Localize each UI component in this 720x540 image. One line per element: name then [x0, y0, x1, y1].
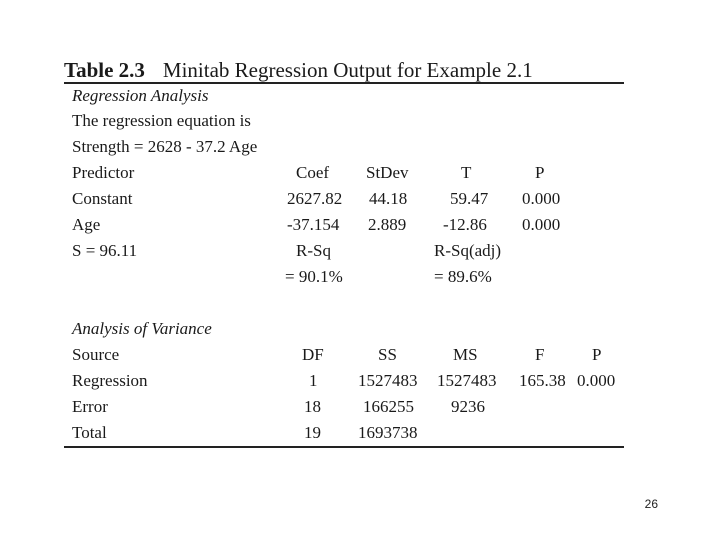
anova-header-ss: SS [378, 345, 397, 364]
coef-row-p: 0.000 [522, 189, 561, 208]
anova-row-df: 19 [304, 423, 321, 442]
coef-row-t: -12.86 [443, 215, 487, 234]
header-stdev: StDev [366, 163, 409, 182]
rsq-value: = 90.1% [285, 267, 343, 286]
anova-header-ms: MS [453, 345, 478, 364]
regression-heading: Regression Analysis [72, 86, 209, 105]
header-coef: Coef [296, 163, 330, 182]
bottom-rule [64, 446, 624, 448]
anova-row-df: 18 [304, 397, 321, 416]
anova-header-p: P [592, 345, 602, 364]
table-caption: Minitab Regression Output for Example 2.1 [162, 58, 533, 82]
coef-row-predictor: Constant [72, 189, 133, 208]
coef-row-stdev: 44.18 [369, 189, 408, 208]
rsq-label: R-Sq [296, 241, 331, 260]
anova-header-f: F [535, 345, 545, 364]
regression-intro: The regression equation is [72, 111, 251, 130]
rsq-adj-label: R-Sq(adj) [434, 241, 502, 260]
page-number: 26 [644, 497, 658, 511]
top-rule [64, 82, 624, 84]
anova-row-source: Regression [72, 371, 148, 390]
s-value: S = 96.11 [72, 241, 138, 260]
anova-row-source: Error [72, 397, 108, 416]
anova-row-ms: 9236 [451, 397, 485, 416]
anova-header-df: DF [302, 345, 324, 364]
anova-header-source: Source [72, 345, 120, 364]
anova-heading: Analysis of Variance [72, 319, 212, 338]
anova-row-source: Total [72, 423, 107, 442]
coef-row-coef: -37.154 [287, 215, 340, 234]
coef-row-coef: 2627.82 [287, 189, 343, 208]
anova-row-df: 1 [309, 371, 318, 390]
anova-row-ss: 1693738 [358, 423, 418, 442]
rsq-adj-value: = 89.6% [434, 267, 492, 286]
table-label: Table 2.3 [64, 58, 145, 82]
anova-row-ms: 1527483 [437, 371, 497, 390]
table-title [64, 58, 533, 83]
header-p: P [535, 163, 545, 182]
anova-row-ss: 1527483 [358, 371, 418, 390]
anova-row-p: 0.000 [577, 371, 616, 390]
coef-row-stdev: 2.889 [368, 215, 407, 234]
header-predictor: Predictor [72, 163, 135, 182]
coef-row-t: 59.47 [450, 189, 489, 208]
coef-row-p: 0.000 [522, 215, 561, 234]
header-t: T [461, 163, 472, 182]
anova-row-f: 165.38 [519, 371, 566, 390]
coef-row-predictor: Age [72, 215, 101, 234]
regression-equation: Strength = 2628 - 37.2 Age [72, 137, 258, 156]
anova-row-ss: 166255 [363, 397, 414, 416]
